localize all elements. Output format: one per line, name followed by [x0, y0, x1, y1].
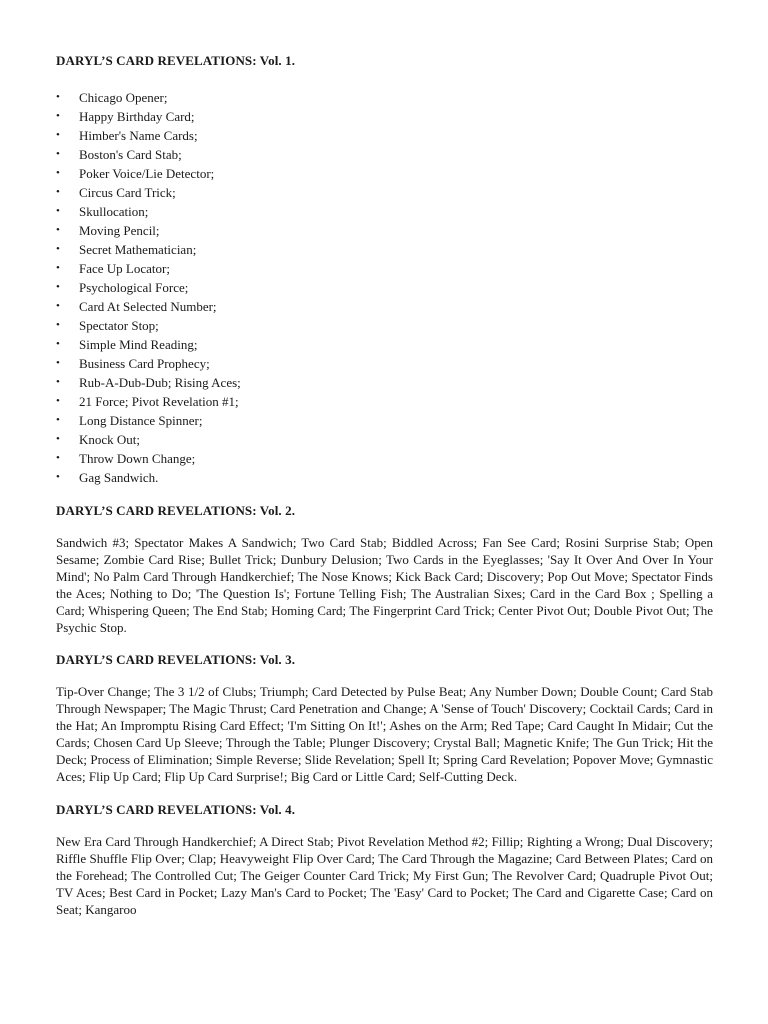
list-item-text: Chicago Opener;	[79, 90, 168, 105]
list-item	[56, 468, 713, 487]
bullet-icon: •	[56, 243, 60, 255]
list-item-text: Circus Card Trick;	[79, 185, 176, 200]
list-item	[56, 373, 713, 392]
volume-1-trick-list	[56, 88, 713, 487]
list-item-text: Knock Out;	[79, 432, 141, 447]
list-item	[56, 297, 713, 316]
list-item	[56, 278, 713, 297]
list-item	[56, 107, 713, 126]
bullet-icon: •	[56, 414, 60, 426]
list-item	[56, 145, 713, 164]
list-item-text: Simple Mind Reading;	[79, 337, 198, 352]
list-item	[56, 354, 713, 373]
list-item	[56, 316, 713, 335]
list-item	[56, 202, 713, 221]
list-item	[56, 221, 713, 240]
list-item-text: Poker Voice/Lie Detector;	[79, 166, 215, 181]
list-item-text: Skullocation;	[79, 204, 149, 219]
list-item-text: Spectator Stop;	[79, 318, 159, 333]
bullet-icon: •	[56, 338, 60, 350]
spacer	[56, 786, 713, 800]
bullet-icon: •	[56, 357, 60, 369]
list-item-text: Secret Mathematician;	[79, 242, 197, 257]
volume-2-heading: DARYL’S CARD REVELATIONS: Vol. 2.	[56, 503, 296, 518]
bullet-icon: •	[56, 148, 60, 160]
volume-4-section	[56, 800, 713, 919]
bullet-icon: •	[56, 452, 60, 464]
list-item-text: Himber's Name Cards;	[79, 128, 198, 143]
volume-3-paragraph: Tip-Over Change; The 3 1/2 of Clubs; Triumph; Card Detected by Pulse Beat; Any Number Down; Double Count; Card Stab Through Newspaper; The Magic Thrust; Card Penetration and Change; A 'Sense of Touch' Discovery; Cocktail Cards; Card in the Hat; An Impromptu Rising Card Effect; 'I'm Sitting On It!'; Ashes on the Arm; Red Tape; Card Caught In Midair; Cut the Cards; Chosen Card Up Sleeve; Through the Table; Plunger Discovery; Crystal Ball; Magnetic Knife; The Gun Trick; Hit the Deck; Process of Elimination; Simple Reverse; Slide Revelation; Spell It; Spring Card Revelation; Popover Move; Gymnastic Aces; Flip Up Card; Flip Up Card Surprise!; Big Card or Little Card; Self-Cutting Deck.	[56, 684, 713, 784]
volume-3-heading: DARYL’S CARD REVELATIONS: Vol. 3.	[56, 652, 296, 668]
bullet-icon: •	[56, 186, 60, 198]
list-item-text: Business Card Prophecy;	[79, 356, 210, 371]
volume-2-section	[56, 501, 713, 636]
bullet-icon: •	[56, 395, 60, 407]
volume-2-paragraph: Sandwich #3; Spectator Makes A Sandwich; Two Card Stab; Biddled Across; Fan See Card; Rosini Surprise Stab; Open Sesame; Zombie Card Rise; Bullet Trick; Dunbury Delusion; Two Cards in the Eyeglasses; 'Say It Over And Over In Your Mind'; No Palm Card Through Handkerchief; The Nose Knows; Kick Back Card; Discovery; Pop Out Move; Spectator Finds the Aces; Nothing to Do; 'The Question Is'; Fortune Telling Fish; The Australian Sixes; Card in the Card Box ; Spelling a Card; Whispering Queen; The End Stab; Homing Card; The Fingerprint Card Trick; Center Pivot Out; Double Pivot Out; The Psychic Stop.	[56, 535, 713, 635]
spacer	[56, 636, 713, 650]
list-item-text: Card At Selected Number;	[79, 299, 217, 314]
list-item	[56, 88, 713, 107]
spacer	[56, 520, 713, 535]
bullet-icon: •	[56, 376, 60, 388]
list-item-text: Boston's Card Stab;	[79, 147, 182, 162]
list-item-text: Gag Sandwich.	[79, 470, 159, 485]
bullet-icon: •	[56, 471, 60, 483]
bullet-icon: •	[56, 224, 60, 236]
spacer	[56, 669, 713, 684]
bullet-icon: •	[56, 167, 60, 179]
list-item	[56, 259, 713, 278]
list-item	[56, 411, 713, 430]
list-item-text: Long Distance Spinner;	[79, 413, 203, 428]
list-item	[56, 449, 713, 468]
volume-4-paragraph: New Era Card Through Handkerchief; A Direct Stab; Pivot Revelation Method #2; Fillip; Righting a Wrong; Dual Discovery; Riffle Shuffle Flip Over; Clap; Heavyweight Flip Over Card; The Card Through the Magazine; Card Between Plates; Card on the Forehead; The Controlled Cut; The Geiger Counter Card Trick; My First Gun; The Revolver Card; Quadruple Pivot Out; TV Aces; Best Card in Pocket; Lazy Man's Card to Pocket; The 'Easy' Card to Pocket; The Card and Cigarette Case; Card on Seat; Kangaroo	[56, 833, 713, 917]
list-item-text: Throw Down Change;	[79, 451, 196, 466]
list-item	[56, 183, 713, 202]
bullet-icon: •	[56, 129, 60, 141]
list-item-text: Happy Birthday Card;	[79, 109, 195, 124]
bullet-icon: •	[56, 110, 60, 122]
list-item	[56, 126, 713, 145]
list-item	[56, 335, 713, 354]
bullet-icon: •	[56, 205, 60, 217]
volume-3-section	[56, 650, 713, 785]
list-item	[56, 164, 713, 183]
bullet-icon: •	[56, 281, 60, 293]
list-item-text: Rub-A-Dub-Dub; Rising Aces;	[79, 375, 241, 390]
spacer	[56, 819, 713, 834]
bullet-icon: •	[56, 262, 60, 274]
bullet-icon: •	[56, 433, 60, 445]
bullet-icon: •	[56, 300, 60, 312]
bullet-icon: •	[56, 319, 60, 331]
list-item-text: 21 Force; Pivot Revelation #1;	[79, 394, 239, 409]
volume-4-heading: DARYL’S CARD REVELATIONS: Vol. 4.	[56, 801, 296, 817]
volume-1-section	[56, 51, 713, 487]
bullet-icon: •	[56, 91, 60, 103]
list-item	[56, 392, 713, 411]
list-item-text: Face Up Locator;	[79, 261, 170, 276]
document-content	[56, 51, 713, 918]
list-item-text: Psychological Force;	[79, 280, 189, 295]
list-item	[56, 430, 713, 449]
list-item	[56, 240, 713, 259]
list-item-text: Moving Pencil;	[79, 223, 160, 238]
volume-1-heading: DARYL’S CARD REVELATIONS: Vol. 1.	[56, 53, 296, 68]
